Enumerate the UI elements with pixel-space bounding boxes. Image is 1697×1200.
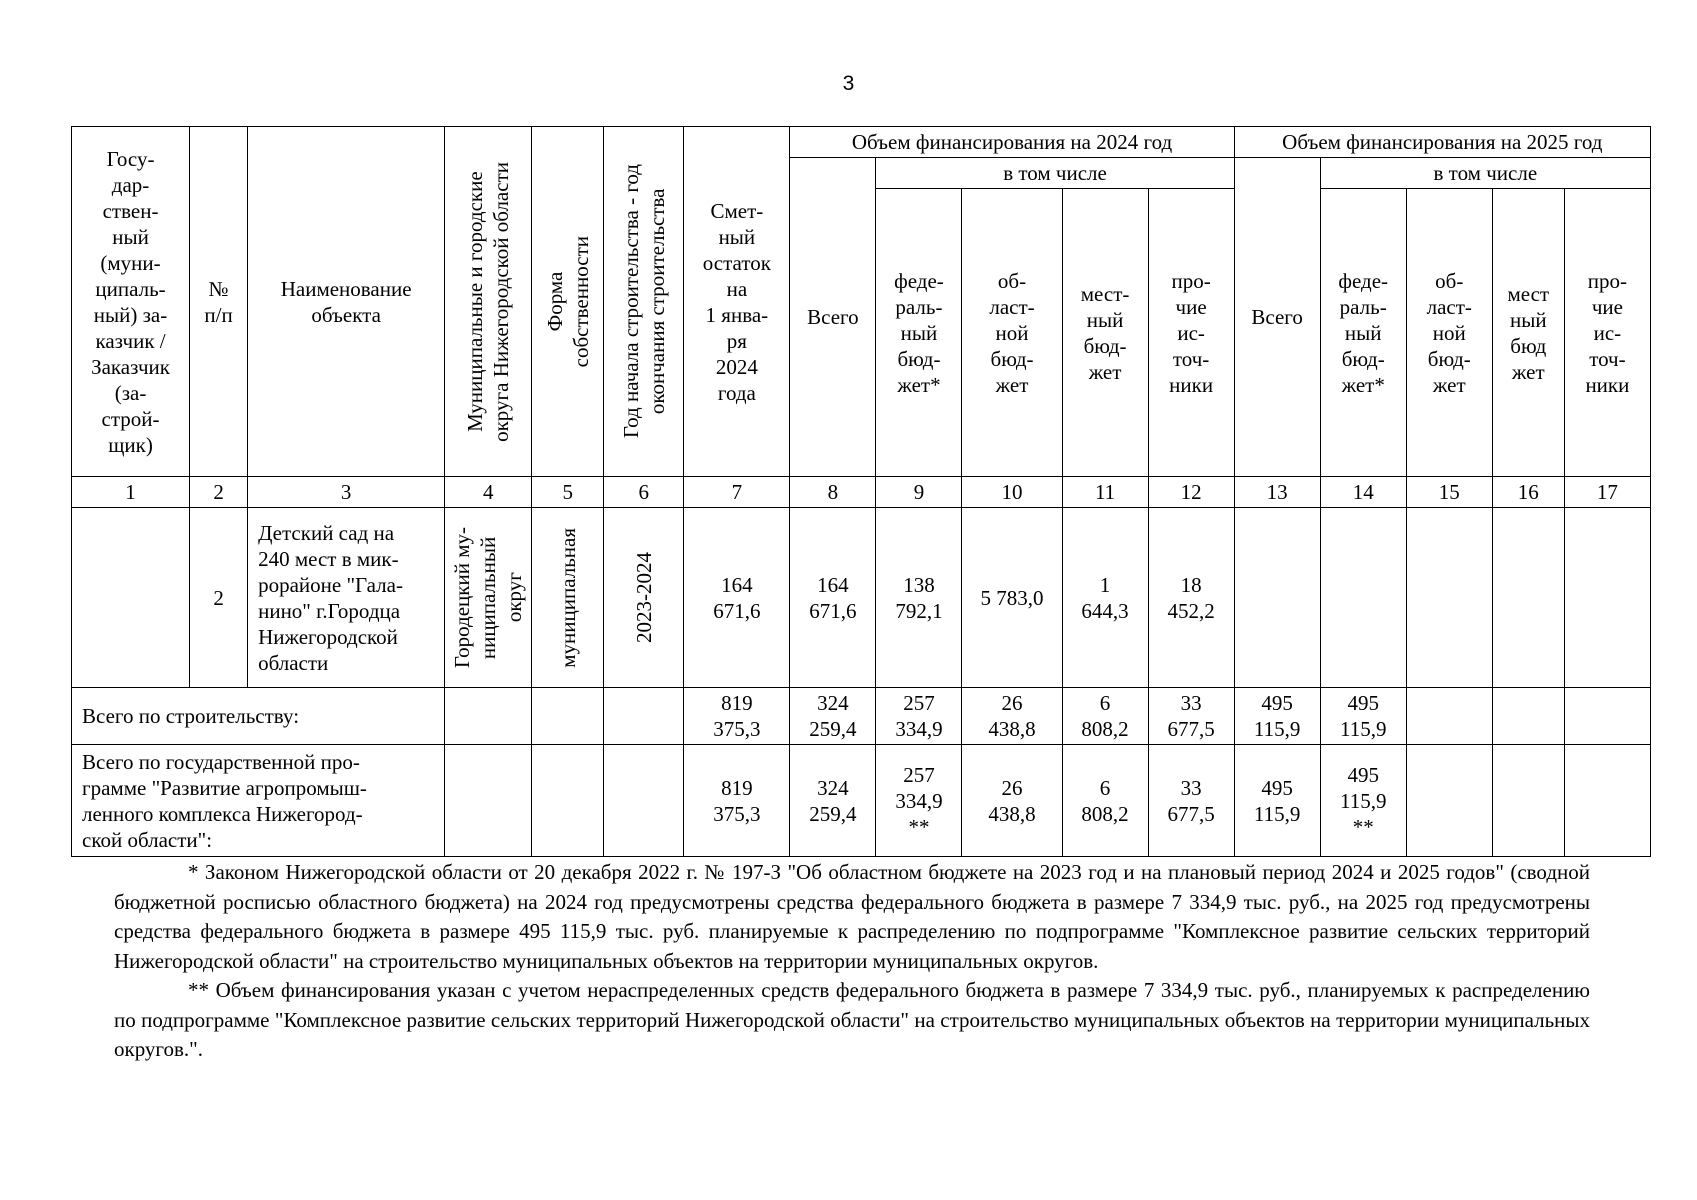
column-numbers-row (72, 477, 1651, 508)
column-number: 7 (684, 477, 790, 508)
cell-estimate: 819 375,3 (684, 688, 790, 745)
column-number: 6 (604, 477, 684, 508)
header-municipal-text: Муниципальные и городские округа Нижегородской области (463, 161, 514, 442)
cell-regional-2024: 5 783,0 (962, 508, 1062, 688)
column-number: 2 (190, 477, 248, 508)
header-other-2025: про- чие ис- точ- ники (1564, 189, 1650, 477)
cell-estimate: 819 375,3 (684, 745, 790, 857)
cell-empty (1406, 745, 1492, 857)
cell-estimate: 164 671,6 (684, 508, 790, 688)
column-number: 17 (1564, 477, 1650, 508)
header-federal-2024: феде- раль- ный бюд- жет* (876, 189, 962, 477)
header-estimate: Смет- ный остаток на 1 янва- ря 2024 года (684, 127, 790, 477)
cell-federal-2025: 495 115,9 (1320, 688, 1406, 745)
cell-total-2025: 495 115,9 (1234, 745, 1320, 857)
column-number: 15 (1406, 477, 1492, 508)
column-number: 9 (876, 477, 962, 508)
header-federal-2025: феде- раль- ный бюд- жет* (1320, 189, 1406, 477)
table-row-total-construction (72, 688, 1651, 745)
column-number: 12 (1148, 477, 1234, 508)
column-number: 14 (1320, 477, 1406, 508)
cell-federal-2024: 257 334,9 (876, 688, 962, 745)
cell-municipality-text: Городецкий му- ниципальный округ (450, 526, 527, 669)
cell-other-2024: 33 677,5 (1148, 688, 1234, 745)
header-total-2025: Всего (1234, 158, 1320, 477)
cell-federal-2024: 138 792,1 (876, 508, 962, 688)
header-ownership-text: Форма собственности (542, 235, 593, 368)
header-customer: Госу- дар- ствен- ный (муни- ципаль- ный) за- казчик / Заказчик (за- строй- щик) (72, 127, 190, 477)
cell-empty (604, 745, 684, 857)
cell-empty (445, 745, 532, 857)
cell-federal-2024: 257 334,9 ** (876, 745, 962, 857)
footnote-2: ** Объем финансирования указан с учетом нераспределенных средств федерального бюджета в размере 7 334,9 тыс. руб., планируемых к распределению по подпрограмме "Комплексное развитие сельских территорий Нижегородской области" на строительство муниципальных объектов на территории муниципальных округов.". (114, 978, 1590, 1061)
cell-empty (1492, 508, 1564, 688)
cell-empty (1492, 745, 1564, 857)
cell-empty (1564, 508, 1650, 688)
cell-years (604, 508, 684, 688)
header-municipal (445, 127, 532, 477)
table-row-object (72, 508, 1651, 688)
header-fin-2024: Объем финансирования на 2024 год (790, 127, 1234, 158)
cell-local-2024: 6 808,2 (1062, 745, 1148, 857)
column-number: 3 (248, 477, 445, 508)
footnote-1: * Законом Нижегородской области от 20 декабря 2022 г. № 197-З "Об областном бюджете на 2023 год и на плановый период 2024 и 2025 годов" (сводной бюджетной росписью областного бюджета) на 2024 год предусмотрены средства федерального бюджета в размере 7 334,9 тыс. руб., на 2025 год предусмотрены средства федерального бюджета в размере 495 115,9 тыс. руб. планируемые к распределению по подпрограмме "Комплексное развитие сельских территорий Нижегородской области" на строительство муниципальных объектов на территории муниципальных округов. (114, 860, 1590, 973)
cell-empty (532, 745, 604, 857)
column-number: 13 (1234, 477, 1320, 508)
header-num: № п/п (190, 127, 248, 477)
cell-municipality (445, 508, 532, 688)
financing-table (71, 126, 1651, 857)
cell-years-text: 2023-2024 (631, 552, 656, 643)
header-other-2024: про- чие ис- точ- ники (1148, 189, 1234, 477)
cell-ownership-text: муниципальная (555, 527, 580, 668)
header-fin-2025: Объем финансирования на 2025 год (1234, 127, 1650, 158)
header-regional-2024: об- ласт- ной бюд- жет (962, 189, 1062, 477)
cell-empty (72, 508, 190, 688)
cell-ownership (532, 508, 604, 688)
header-local-2024: мест- ный бюд- жет (1062, 189, 1148, 477)
header-ownership (532, 127, 604, 477)
column-number: 16 (1492, 477, 1564, 508)
cell-other-2024: 18 452,2 (1148, 508, 1234, 688)
cell-empty (532, 688, 604, 745)
header-object-name: Наименование объекта (248, 127, 445, 477)
cell-regional-2024: 26 438,8 (962, 688, 1062, 745)
cell-empty (445, 688, 532, 745)
cell-empty (1564, 745, 1650, 857)
cell-empty (1406, 688, 1492, 745)
cell-empty (1406, 508, 1492, 688)
cell-empty (1320, 508, 1406, 688)
header-total-2024: Всего (790, 158, 876, 477)
cell-other-2024: 33 677,5 (1148, 745, 1234, 857)
header-regional-2025: об- ласт- ной бюд- жет (1406, 189, 1492, 477)
footnotes (114, 858, 1590, 1065)
header-local-2025: мест ный бюд жет (1492, 189, 1564, 477)
column-number: 11 (1062, 477, 1148, 508)
cell-empty (1492, 688, 1564, 745)
cell-object-name: Детский сад на 240 мест в мик- рорайоне "Гала- нино" г.Городца Нижегородской области (248, 508, 445, 688)
cell-empty (604, 688, 684, 745)
cell-local-2024: 1 644,3 (1062, 508, 1148, 688)
header-years-text: Год начала строительства - год окончания строительства (618, 164, 669, 439)
cell-regional-2024: 26 438,8 (962, 745, 1062, 857)
cell-federal-2025: 495 115,9 ** (1320, 745, 1406, 857)
cell-total-2024: 324 259,4 (790, 745, 876, 857)
cell-empty (1564, 688, 1650, 745)
column-number: 4 (445, 477, 532, 508)
cell-total-2024: 324 259,4 (790, 688, 876, 745)
cell-total-program-label: Всего по государственной про- грамме "Развитие агропромыш- ленного комплекса Нижегород- ской области": (72, 745, 445, 857)
column-number: 1 (72, 477, 190, 508)
cell-empty (1234, 508, 1320, 688)
cell-total-2024: 164 671,6 (790, 508, 876, 688)
page-number: 3 (842, 72, 855, 95)
cell-total-2025: 495 115,9 (1234, 688, 1320, 745)
header-years (604, 127, 684, 477)
column-number: 10 (962, 477, 1062, 508)
column-number: 8 (790, 477, 876, 508)
header-including-2025: в том числе (1320, 158, 1650, 189)
column-number: 5 (532, 477, 604, 508)
cell-local-2024: 6 808,2 (1062, 688, 1148, 745)
cell-total-construction-label: Всего по строительству: (72, 688, 445, 745)
table-row-total-program (72, 745, 1651, 857)
header-including-2024: в том числе (876, 158, 1234, 189)
cell-num: 2 (190, 508, 248, 688)
